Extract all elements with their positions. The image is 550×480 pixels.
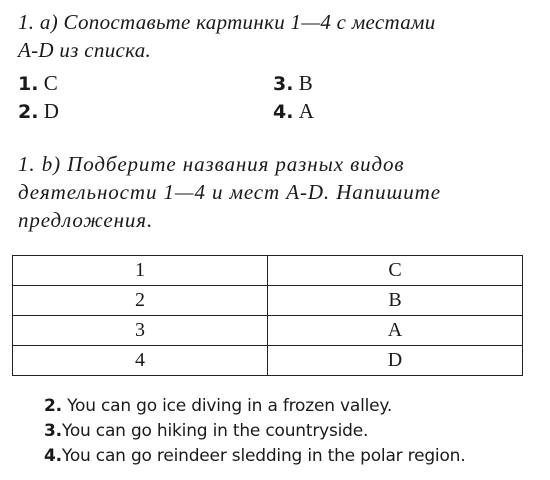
table-cell-activity: 4 <box>13 346 268 376</box>
task-b-title-line-1: 1. b) Подберите названия разных видов <box>18 152 405 176</box>
sentence-text: You can go hiking in the countryside. <box>61 421 369 441</box>
matching-table <box>12 255 523 376</box>
answer-item <box>18 70 273 97</box>
answer-number: 3. <box>273 73 294 95</box>
answer-number: 1. <box>18 73 39 95</box>
sentence-number: 3. <box>44 421 62 441</box>
task-b-title-line-3: предложения. <box>18 208 154 232</box>
answer-letter: B <box>298 71 313 95</box>
answer-item <box>18 98 273 125</box>
answer-number: 4. <box>273 101 294 123</box>
table-cell-activity: 3 <box>13 316 268 346</box>
sentence-number: 2. <box>44 396 62 416</box>
task-b-title <box>18 150 528 234</box>
answer-item <box>273 70 473 97</box>
table-cell-activity: 2 <box>13 286 268 316</box>
sentence-text: You can go ice diving in a frozen valley. <box>61 396 393 416</box>
table-row <box>13 256 523 286</box>
answer-number: 2. <box>18 101 39 123</box>
sentence-item <box>44 444 544 469</box>
task-b-title-line-2: деятельности 1—4 и мест A-D. Напишите <box>18 180 441 204</box>
task-a-answers <box>18 70 498 125</box>
answer-letter: D <box>43 99 59 123</box>
table-row <box>13 346 523 376</box>
sentence-item <box>44 419 544 444</box>
table-cell-place: D <box>268 346 523 376</box>
answer-letter: A <box>298 99 314 123</box>
task-a-title-line-2: A-D из списка. <box>18 38 152 62</box>
sentence-list <box>44 394 544 469</box>
sentence-number: 4. <box>44 446 62 466</box>
task-a-title-line-1: 1. a) Сопоставьте картинки 1—4 с местами <box>18 10 436 34</box>
task-a-title <box>18 8 528 64</box>
table-row <box>13 286 523 316</box>
table-row <box>13 316 523 346</box>
answer-item <box>273 98 473 125</box>
sentence-item <box>44 394 544 419</box>
table-cell-place: B <box>268 286 523 316</box>
table-cell-place: C <box>268 256 523 286</box>
table-cell-activity: 1 <box>13 256 268 286</box>
answer-letter: C <box>43 71 58 95</box>
sentence-text: You can go reindeer sledding in the polar region. <box>61 446 466 466</box>
table-cell-place: A <box>268 316 523 346</box>
